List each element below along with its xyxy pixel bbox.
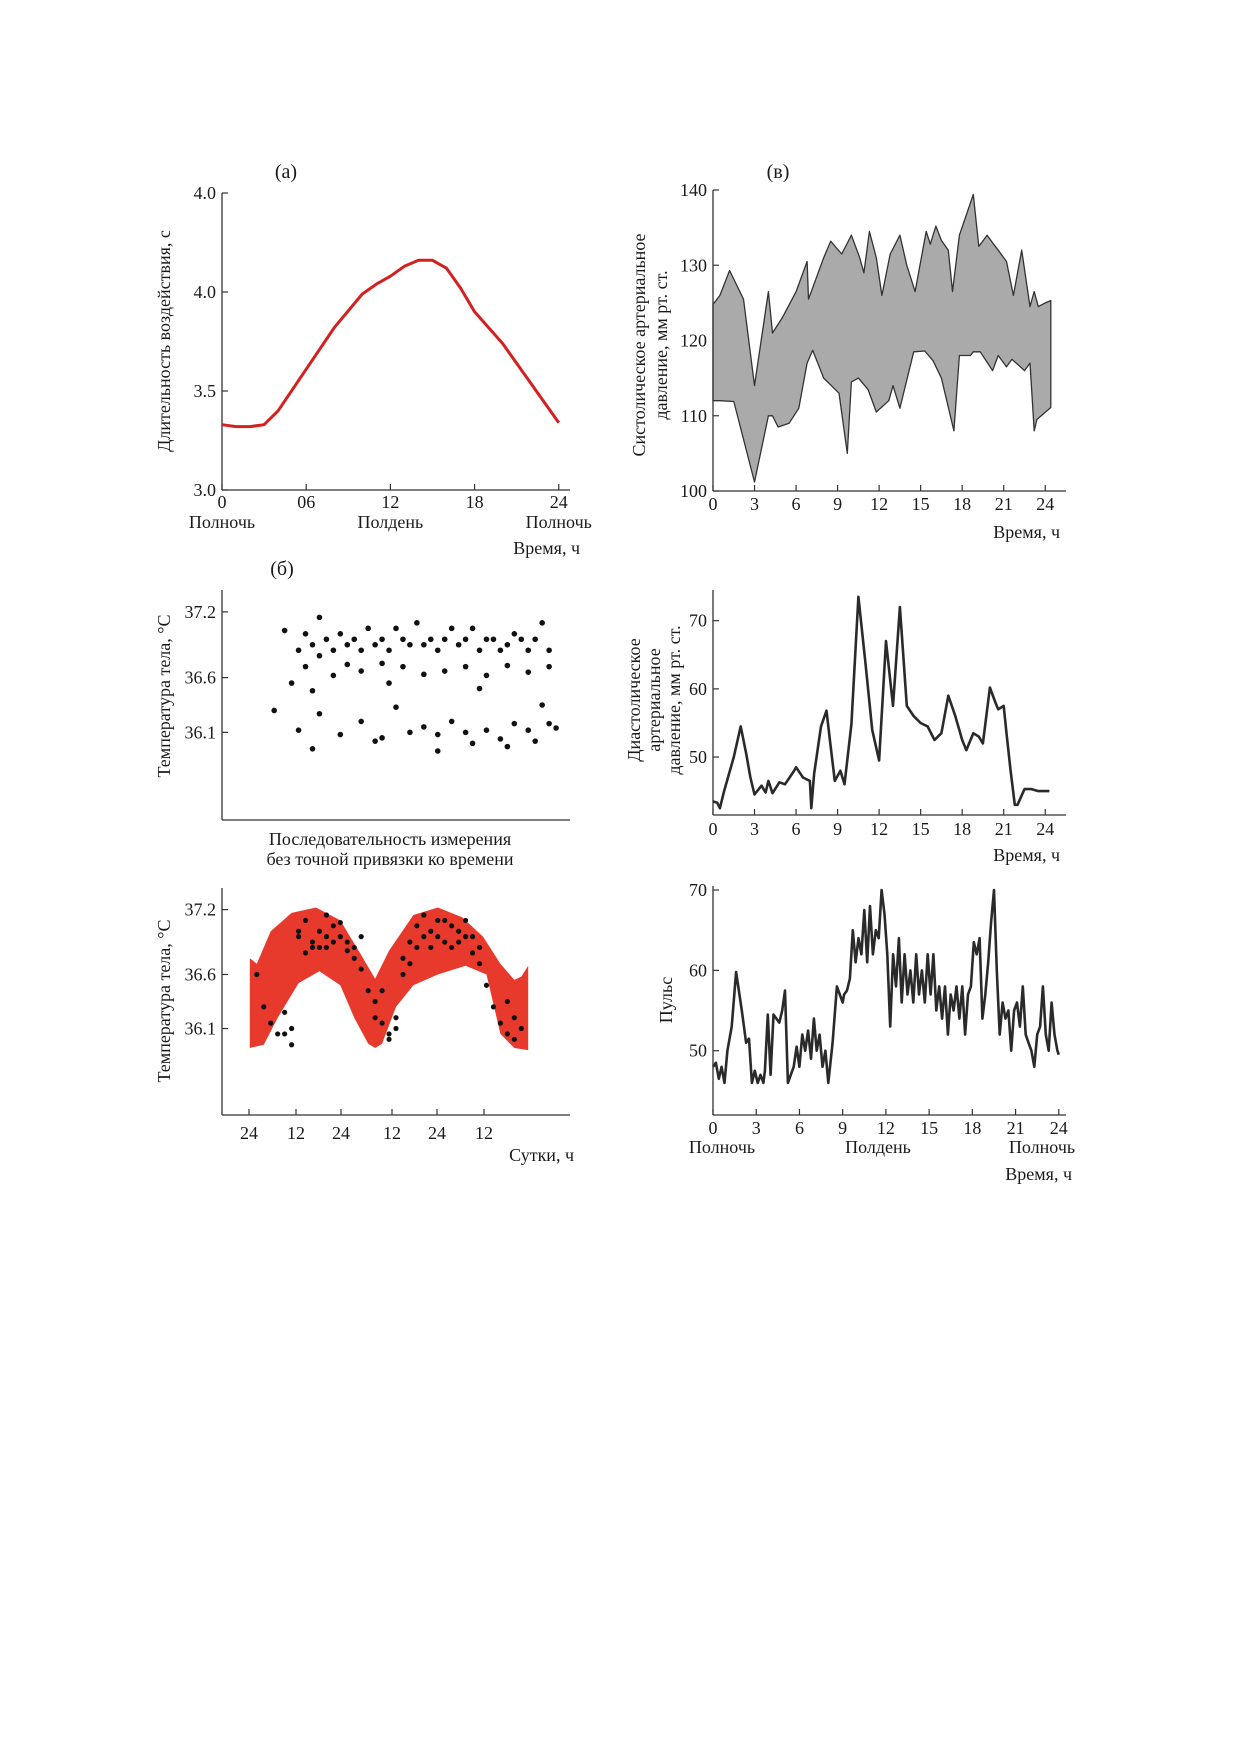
- b1-data-point: [449, 626, 455, 632]
- b1-data-point: [317, 653, 323, 659]
- b2-x-tick-label: 24: [428, 1123, 446, 1143]
- v1-y-tick-label: 100: [680, 481, 707, 501]
- v3-x-sub-label: Полдень: [845, 1137, 911, 1157]
- v3-y-axis-title: Пульс: [656, 976, 676, 1024]
- b2-data-point: [282, 1031, 287, 1036]
- b1-data-point: [386, 647, 392, 653]
- b1-data-point: [282, 628, 288, 634]
- b1-data-point: [344, 642, 350, 648]
- b1-data-point: [407, 642, 413, 648]
- b2-data-point: [435, 918, 440, 923]
- b2-data-point: [491, 1004, 496, 1009]
- b2-data-point: [421, 912, 426, 917]
- b1-data-point: [271, 708, 277, 714]
- b1-x-axis-title-line1: Последовательность измерения: [268, 829, 512, 849]
- b2-data-point: [366, 988, 371, 993]
- a-x-axis-title: Время, ч: [513, 538, 580, 558]
- b2-data-point: [261, 1004, 266, 1009]
- b2-data-point: [463, 918, 468, 923]
- b1-data-point: [491, 636, 497, 642]
- b2-data-point: [386, 1031, 391, 1036]
- b2-data-point: [359, 966, 364, 971]
- b1-data-point: [498, 736, 504, 742]
- b1-data-point: [421, 642, 427, 648]
- v1-x-tick-label: 0: [708, 494, 718, 514]
- b1-data-point: [303, 664, 309, 670]
- b1-data-point: [463, 636, 469, 642]
- b2-data-point: [254, 972, 259, 977]
- a-y-tick-label: 3.5: [193, 381, 216, 401]
- a-x-sub-label: Полночь: [188, 512, 256, 532]
- b1-data-point: [338, 631, 344, 637]
- b2-data-point: [296, 934, 301, 939]
- v1-y-tick-label: 130: [680, 255, 707, 276]
- v2-y-axis-title-line3: давление, мм рт. ст.: [664, 625, 684, 775]
- b2-data-point: [379, 988, 384, 993]
- v3-y-tick-label: 70: [689, 880, 707, 901]
- b1-data-point: [372, 738, 378, 744]
- b1-data-point: [386, 680, 392, 686]
- b2-data-point: [484, 983, 489, 988]
- b1-data-point: [463, 664, 469, 670]
- a-x-sub-label: Полночь: [525, 512, 592, 532]
- v-panel-label: (в): [766, 161, 790, 183]
- b1-data-point: [532, 636, 538, 642]
- v3-x-tick-label: 24: [1049, 1118, 1068, 1138]
- b2-data-point: [505, 999, 510, 1004]
- a-x-sub-label: Полдень: [357, 512, 424, 532]
- b2-data-point: [317, 929, 322, 934]
- b1-data-point: [505, 663, 511, 669]
- b2-data-point: [512, 1015, 517, 1020]
- v1-y-tick-label: 140: [680, 180, 707, 200]
- b2-x-tick-label: 24: [240, 1123, 258, 1143]
- v1-y-axis-title-line2: давление, мм рт. ст.: [651, 270, 671, 420]
- b2-data-point: [386, 1037, 391, 1042]
- b2-data-point: [338, 934, 343, 939]
- b2-data-point: [275, 1031, 280, 1036]
- v1-x-tick-label: 24: [1036, 494, 1055, 514]
- v1-x-tick-label: 21: [994, 494, 1013, 514]
- b1-data-point: [512, 631, 518, 637]
- a-x-tick-label: 18: [465, 492, 484, 512]
- v2-y-axis-title-line1: Диастолическое: [624, 638, 644, 762]
- b1-data-point: [505, 744, 511, 750]
- b1-data-point: [379, 735, 385, 741]
- b2-data-point: [289, 1026, 294, 1031]
- b1-data-point: [379, 661, 385, 667]
- b2-x-tick-label: 12: [383, 1123, 401, 1143]
- b1-data-point: [289, 680, 295, 686]
- b1-y-tick-label: 36.1: [184, 722, 216, 743]
- b2-data-point: [331, 923, 336, 928]
- a-y-tick-label: 3.0: [193, 480, 216, 500]
- v1-y-axis-title-line1: Систолическое артериальное: [629, 233, 649, 457]
- v3-series-line: [713, 890, 1059, 1083]
- b2-data-point: [379, 1021, 384, 1026]
- b2-data-point: [519, 1026, 524, 1031]
- v2-x-tick-label: 0: [708, 819, 718, 839]
- v2-x-tick-label: 6: [791, 819, 801, 839]
- b2-data-point: [400, 956, 405, 961]
- b2-y-tick-label: 36.6: [184, 964, 216, 985]
- b1-data-point: [310, 746, 316, 752]
- b2-data-point: [282, 1010, 287, 1015]
- b1-x-axis-title-line2: без точной привязки ко времени: [266, 849, 514, 869]
- b1-y-tick-label: 36.6: [184, 667, 216, 688]
- v2-series-line: [713, 597, 1049, 808]
- b2-data-point: [477, 961, 482, 966]
- a-y-axis-title: Длительность воздействия, с: [154, 230, 174, 452]
- v1-x-tick-label: 15: [911, 494, 930, 514]
- b2-data-point: [310, 945, 315, 950]
- b1-data-point: [470, 741, 476, 747]
- b1-y-tick-label: 37.2: [184, 601, 216, 622]
- v1-pressure-range-area: [713, 195, 1051, 483]
- b2-data-point: [359, 934, 364, 939]
- b1-data-point: [484, 673, 490, 679]
- b2-data-point: [268, 1021, 273, 1026]
- b2-data-point: [393, 1026, 398, 1031]
- b2-data-point: [324, 945, 329, 950]
- a-y-tick-label: 4.0: [193, 282, 216, 302]
- b1-data-point: [546, 647, 552, 653]
- b1-data-point: [372, 642, 378, 648]
- v2-x-tick-label: 3: [750, 819, 760, 839]
- b2-y-tick-label: 37.2: [184, 899, 216, 920]
- v2-y-axis-title-line2: артериальное: [644, 648, 664, 752]
- a-x-tick-label: 12: [381, 492, 400, 512]
- b1-data-point: [525, 727, 531, 733]
- b1-data-point: [365, 626, 371, 632]
- b2-data-point: [435, 934, 440, 939]
- b1-data-point: [539, 620, 545, 626]
- b2-data-point: [296, 929, 301, 934]
- b1-data-point: [317, 615, 323, 621]
- b1-data-point: [505, 642, 511, 648]
- b2-data-point: [373, 999, 378, 1004]
- b1-data-point: [331, 673, 337, 679]
- b1-data-point: [421, 724, 427, 730]
- b2-data-point: [477, 945, 482, 950]
- b1-data-point: [442, 636, 448, 642]
- b2-data-point: [289, 1042, 294, 1047]
- b2-data-point: [414, 923, 419, 928]
- b1-data-point: [331, 647, 337, 653]
- b2-x-axis-title: Сутки, ч: [509, 1145, 574, 1165]
- b2-data-point: [456, 929, 461, 934]
- b2-data-point: [338, 920, 343, 925]
- b1-data-point: [546, 721, 552, 727]
- b2-data-point: [421, 934, 426, 939]
- b1-data-point: [553, 725, 559, 731]
- b1-data-point: [400, 636, 406, 642]
- b2-data-point: [345, 939, 350, 944]
- b1-data-point: [435, 647, 441, 653]
- b2-data-point: [303, 918, 308, 923]
- v2-y-tick-label: 50: [689, 747, 707, 768]
- b2-y-axis-title: Температура тела, °C: [154, 919, 174, 1083]
- b2-x-tick-label: 12: [475, 1123, 493, 1143]
- b1-data-point: [296, 727, 302, 733]
- a-series-line: [222, 260, 559, 426]
- b1-data-point: [421, 672, 427, 678]
- v3-x-sub-label: Полночь: [1008, 1137, 1076, 1157]
- b1-data-point: [407, 730, 413, 736]
- v3-x-axis-title: Время, ч: [1005, 1164, 1072, 1184]
- b2-data-point: [352, 956, 357, 961]
- b1-data-point: [393, 626, 399, 632]
- b2-data-point: [310, 939, 315, 944]
- b1-data-point: [400, 664, 406, 670]
- a-x-tick-label: 0: [217, 492, 227, 512]
- b1-data-point: [525, 669, 531, 675]
- b2-y-tick-label: 36.1: [184, 1018, 216, 1039]
- b2-data-point: [463, 934, 468, 939]
- b1-data-point: [477, 686, 483, 692]
- v1-y-tick-label: 120: [680, 330, 707, 351]
- b1-data-point: [463, 730, 469, 736]
- v2-x-axis-title: Время, ч: [993, 845, 1060, 865]
- b1-data-point: [296, 647, 302, 653]
- v2-x-tick-label: 9: [833, 819, 843, 839]
- v3-x-sub-label: Полночь: [688, 1137, 756, 1157]
- b1-data-point: [358, 668, 364, 674]
- b2-data-point: [393, 1015, 398, 1020]
- b2-data-point: [352, 945, 357, 950]
- v1-x-tick-label: 12: [870, 494, 889, 514]
- v2-y-tick-label: 70: [689, 610, 707, 631]
- b2-data-point: [400, 972, 405, 977]
- b2-data-point: [456, 939, 461, 944]
- b1-data-point: [428, 636, 434, 642]
- b2-data-point: [428, 945, 433, 950]
- b1-data-point: [498, 647, 504, 653]
- b2-data-point: [449, 945, 454, 950]
- b2-data-point: [414, 945, 419, 950]
- b2-data-point: [407, 961, 412, 966]
- v2-x-tick-label: 24: [1036, 819, 1055, 839]
- b2-data-point: [428, 929, 433, 934]
- b1-data-point: [310, 688, 316, 694]
- v3-x-tick-label: 12: [876, 1118, 895, 1138]
- b2-data-point: [449, 923, 454, 928]
- b2-data-point: [407, 939, 412, 944]
- b1-data-point: [477, 647, 483, 653]
- b1-data-point: [317, 711, 323, 717]
- b1-data-point: [484, 727, 490, 733]
- b2-data-point: [373, 1015, 378, 1020]
- v2-x-tick-label: 21: [994, 819, 1013, 839]
- v3-x-tick-label: 18: [963, 1118, 982, 1138]
- b1-data-point: [435, 732, 441, 738]
- b1-data-point: [470, 626, 476, 632]
- v1-x-tick-label: 18: [953, 494, 972, 514]
- b2-x-tick-label: 12: [287, 1123, 305, 1143]
- b1-data-point: [358, 719, 364, 725]
- b1-data-point: [338, 732, 344, 738]
- b2-data-point: [331, 939, 336, 944]
- b1-data-point: [518, 636, 524, 642]
- a-y-tick-label: 4.0: [193, 183, 216, 203]
- b2-data-point: [317, 945, 322, 950]
- a-x-tick-label: 06: [297, 492, 316, 512]
- b2-data-point: [442, 918, 447, 923]
- b1-data-point: [310, 642, 316, 648]
- b2-data-point: [345, 948, 350, 953]
- b2-data-point: [442, 939, 447, 944]
- b1-data-point: [351, 636, 357, 642]
- b1-data-point: [539, 702, 545, 708]
- b1-data-point: [435, 748, 441, 754]
- b1-data-point: [546, 664, 552, 670]
- b1-data-point: [512, 721, 518, 727]
- v3-x-tick-label: 6: [794, 1118, 804, 1138]
- v1-y-tick-label: 110: [680, 405, 707, 426]
- b1-data-point: [303, 631, 309, 637]
- b1-data-point: [532, 738, 538, 744]
- b2-data-point: [324, 934, 329, 939]
- b-panel-label: (б): [270, 558, 294, 580]
- b1-data-point: [449, 719, 455, 725]
- v1-x-tick-label: 6: [791, 494, 801, 514]
- v3-x-tick-label: 9: [838, 1118, 848, 1138]
- v2-x-tick-label: 15: [911, 819, 930, 839]
- b1-data-point: [344, 662, 350, 668]
- b1-data-point: [393, 704, 399, 710]
- v1-x-tick-label: 3: [750, 494, 760, 514]
- b1-data-point: [358, 647, 364, 653]
- b2-x-tick-label: 24: [332, 1123, 350, 1143]
- b2-data-point: [498, 1021, 503, 1026]
- v2-y-tick-label: 60: [689, 678, 707, 699]
- b1-y-axis-title: Температура тела, °C: [154, 614, 174, 778]
- v1-x-tick-label: 9: [833, 494, 843, 514]
- v3-x-tick-label: 0: [708, 1118, 718, 1138]
- b1-data-point: [379, 636, 385, 642]
- b2-data-point: [470, 950, 475, 955]
- v1-x-axis-title: Время, ч: [993, 522, 1060, 542]
- b2-data-point: [470, 934, 475, 939]
- b1-data-point: [525, 647, 531, 653]
- a-x-tick-label: 24: [549, 492, 568, 512]
- v3-x-tick-label: 3: [751, 1118, 761, 1138]
- b2-data-point: [324, 912, 329, 917]
- b1-data-point: [442, 668, 448, 674]
- v2-x-tick-label: 18: [953, 819, 972, 839]
- v3-y-tick-label: 60: [689, 960, 707, 981]
- b1-data-point: [484, 636, 490, 642]
- v2-x-tick-label: 12: [870, 819, 889, 839]
- b1-data-point: [414, 620, 420, 626]
- v3-y-tick-label: 50: [689, 1040, 707, 1061]
- b2-data-point: [303, 950, 308, 955]
- v3-x-tick-label: 21: [1006, 1118, 1025, 1138]
- b2-data-point: [512, 1037, 517, 1042]
- b2-data-point: [505, 1031, 510, 1036]
- b1-data-point: [324, 636, 330, 642]
- a-panel-label: (а): [274, 161, 298, 183]
- b1-data-point: [456, 642, 462, 648]
- v3-x-tick-label: 15: [920, 1118, 939, 1138]
